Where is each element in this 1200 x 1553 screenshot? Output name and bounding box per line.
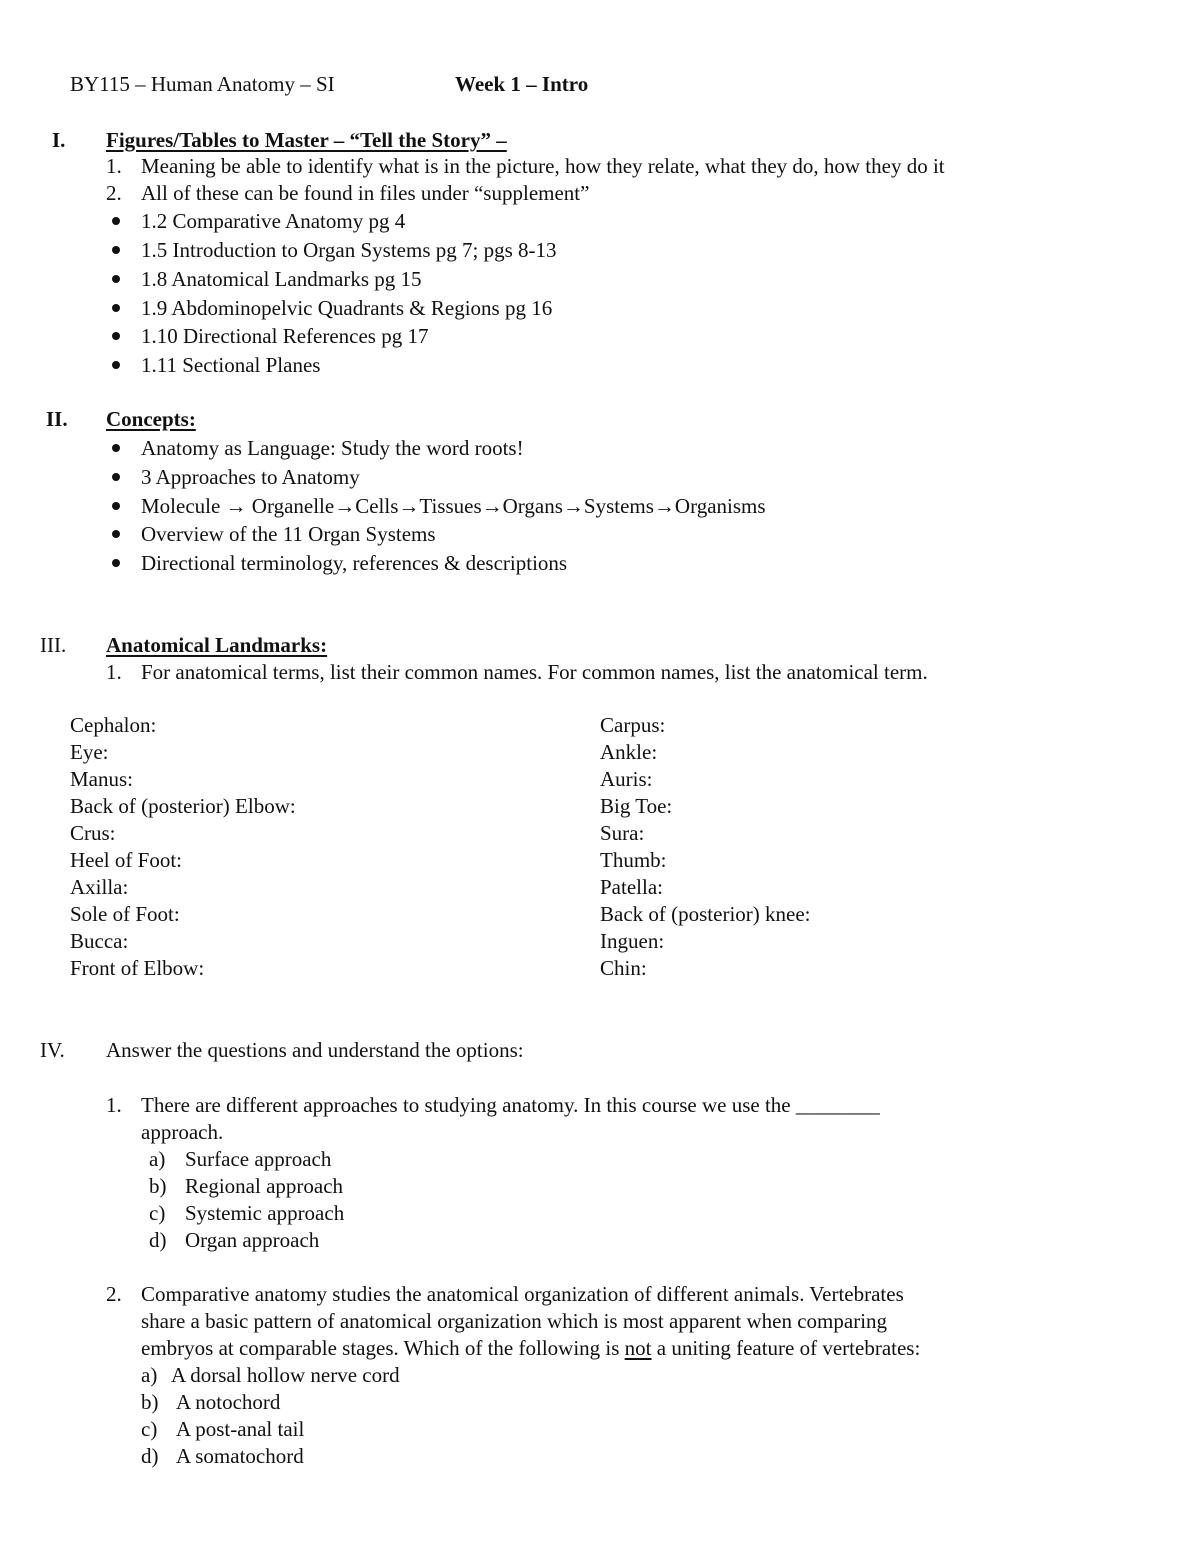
landmark-term: Ankle:: [600, 740, 658, 764]
landmark-term: Manus:: [70, 767, 133, 791]
landmark-term: Bucca:: [70, 929, 129, 953]
bullet-item: 1.2 Comparative Anatomy pg 4: [141, 209, 406, 233]
landmark-term: Back of (posterior) Elbow:: [70, 794, 296, 818]
bullet-item: 1.11 Sectional Planes: [141, 353, 321, 377]
option-text: A post-anal tail: [176, 1417, 305, 1441]
option-label: a): [141, 1363, 158, 1387]
option-text: A dorsal hollow nerve cord: [171, 1363, 400, 1387]
section-4-numeral: IV.: [40, 1038, 65, 1062]
bullet-item: 1.10 Directional References pg 17: [141, 324, 429, 348]
option-text: Systemic approach: [185, 1201, 345, 1225]
option-label: a): [149, 1147, 166, 1171]
landmark-term: Big Toe:: [600, 794, 673, 818]
option-label: d): [141, 1444, 159, 1468]
list-number: 1.: [106, 154, 122, 178]
bullet-item: 1.5 Introduction to Organ Systems pg 7; pgs 8-13: [141, 238, 557, 262]
landmark-term: Cephalon:: [70, 713, 157, 737]
option-text: A notochord: [176, 1390, 281, 1414]
question-text: Comparative anatomy studies the anatomical organization of different animals. Vertebrates: [141, 1282, 904, 1306]
question-text: approach.: [141, 1120, 224, 1144]
bullet-item: Molecule → Organelle→Cells→Tissues→Organs→Systems→Organisms: [141, 494, 766, 518]
landmark-term: Thumb:: [600, 848, 667, 872]
section-3-heading: Anatomical Landmarks:: [106, 633, 328, 657]
bullet-item: Overview of the 11 Organ Systems: [141, 522, 436, 546]
option-label: c): [149, 1201, 166, 1225]
landmark-term: Sura:: [600, 821, 645, 845]
option-text: Regional approach: [185, 1174, 344, 1198]
section-3-numeral: III.: [40, 633, 67, 657]
option-text: A somatochord: [176, 1444, 304, 1468]
bullet-item: 1.9 Abdominopelvic Quadrants & Regions pg 16: [141, 296, 553, 320]
numbered-item: All of these can be found in files under “supplement”: [141, 181, 590, 205]
bullet-item: Directional terminology, references & descriptions: [141, 551, 568, 575]
section-1-numeral: I.: [52, 128, 66, 152]
instruction-text: For anatomical terms, list their common names. For common names, list the anatomical term.: [141, 660, 928, 684]
section-1-heading: Figures/Tables to Master – “Tell the Story” –: [106, 128, 507, 152]
option-text: Organ approach: [185, 1228, 320, 1252]
landmark-term: Patella:: [600, 875, 663, 899]
landmark-term: Sole of Foot:: [70, 902, 180, 926]
question-text: embryos at comparable stages. Which of the following is: [141, 1336, 625, 1360]
section-4-heading: Answer the questions and understand the options:: [106, 1038, 524, 1062]
numbered-item: Meaning be able to identify what is in the picture, how they relate, what they do, how they do it: [141, 154, 945, 178]
landmark-term: Chin:: [600, 956, 647, 980]
landmark-term: Back of (posterior) knee:: [600, 902, 811, 926]
list-number: 2.: [106, 181, 122, 205]
bullet-item: Anatomy as Language: Study the word roots!: [141, 436, 524, 460]
landmark-term: Inguen:: [600, 929, 665, 953]
option-label: c): [141, 1417, 158, 1441]
landmark-term: Axilla:: [70, 875, 129, 899]
landmark-term: Auris:: [600, 767, 653, 791]
week-title: Week 1 – Intro: [455, 72, 589, 96]
landmark-term: Heel of Foot:: [70, 848, 182, 872]
landmark-term: Eye:: [70, 740, 109, 764]
emphasis-not: not: [624, 1336, 652, 1360]
question-number: 1.: [106, 1093, 122, 1117]
question-text: There are different approaches to studying anatomy. In this course we use the ________: [141, 1093, 880, 1117]
list-number: 1.: [106, 660, 122, 684]
question-text: share a basic pattern of anatomical organization which is most apparent when comparing: [141, 1309, 888, 1333]
option-label: b): [141, 1390, 159, 1414]
landmark-term: Carpus:: [600, 713, 666, 737]
option-text: Surface approach: [185, 1147, 332, 1171]
course-title: BY115 – Human Anatomy – SI: [70, 72, 335, 96]
landmark-term: Front of Elbow:: [70, 956, 205, 980]
question-text: a uniting feature of vertebrates:: [651, 1336, 921, 1360]
option-label: b): [149, 1174, 167, 1198]
section-2-heading: Concepts:: [106, 407, 196, 431]
question-number: 2.: [106, 1282, 122, 1306]
bullet-item: 1.8 Anatomical Landmarks pg 15: [141, 267, 422, 291]
option-label: d): [149, 1228, 167, 1252]
question-text-line: [141, 1335, 920, 1361]
section-2-numeral: II.: [46, 407, 68, 431]
landmark-term: Crus:: [70, 821, 116, 845]
bullet-item: 3 Approaches to Anatomy: [141, 465, 360, 489]
